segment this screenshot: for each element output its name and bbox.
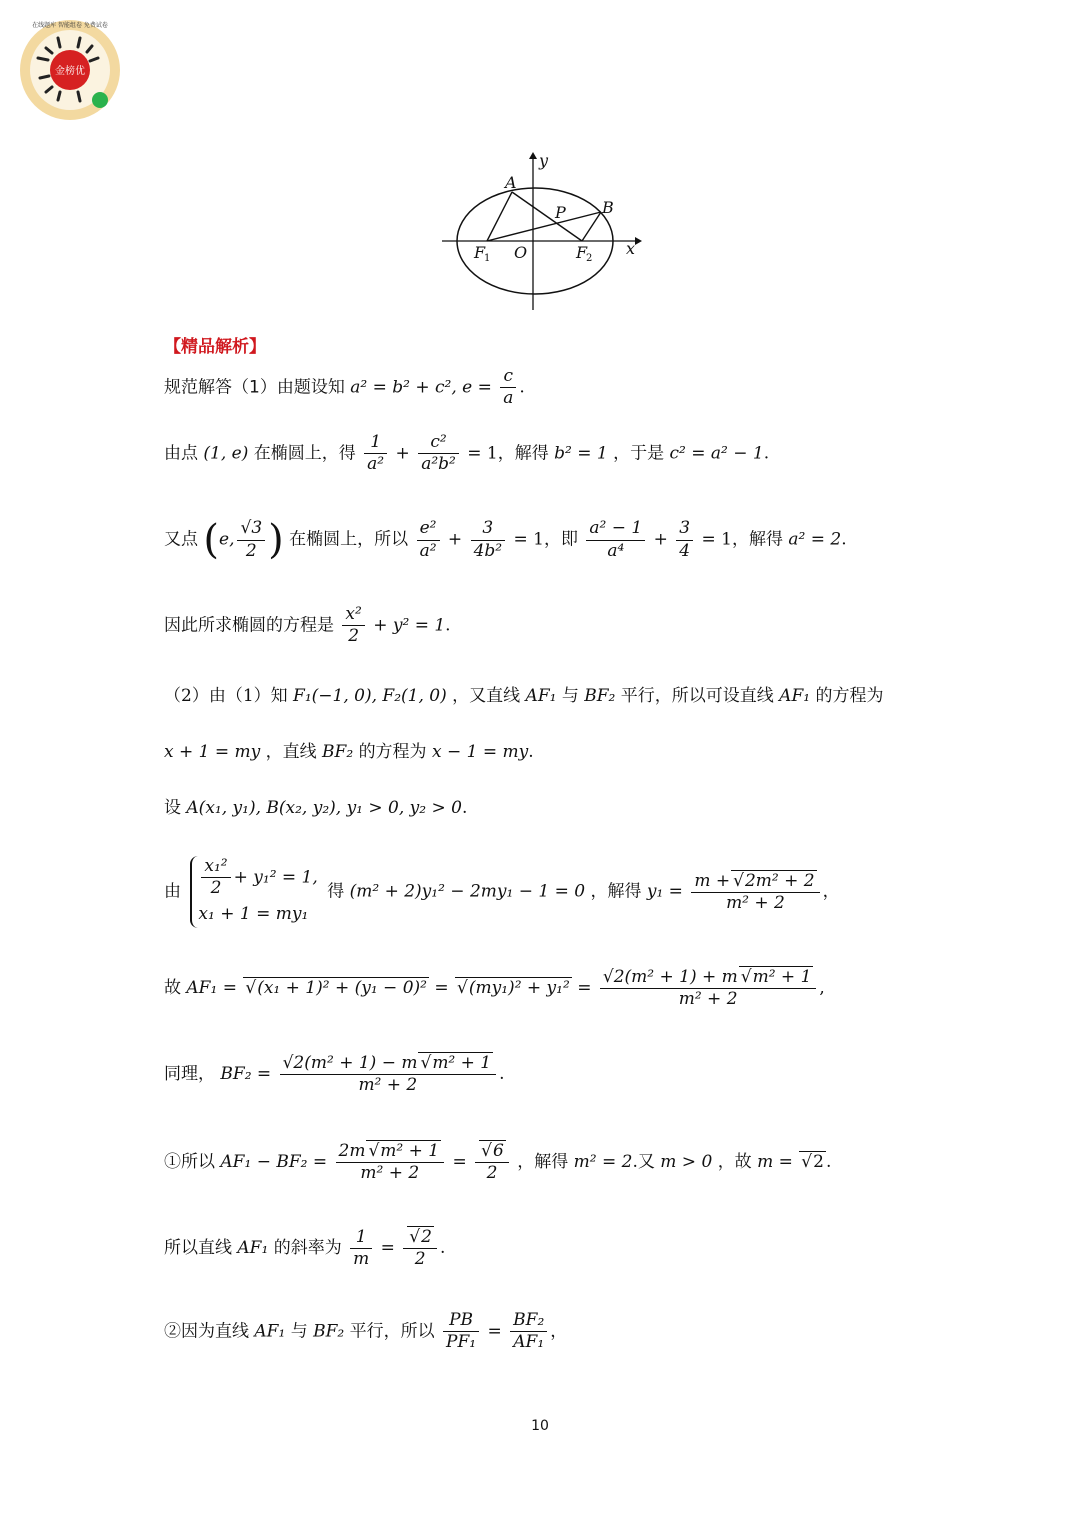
paren-close: ) [268,517,284,563]
numerator-part: 2m [338,1141,366,1161]
equals: = [577,977,592,998]
denominator: m² + 2 [726,893,785,914]
numerator [336,1140,445,1163]
numerator [280,1052,497,1075]
fraction [475,1140,509,1185]
fraction [600,966,817,1011]
denominator: a⁴ [607,540,625,561]
punct: . [528,742,534,762]
text: ①所以 [164,1151,215,1172]
punct: ， [822,881,840,902]
sqrt: √ 2m² + 2 [731,870,816,892]
numerator: 3 [471,518,506,540]
numerator-part: m + [694,870,731,891]
formula: a² = b² + c², e = [350,377,492,398]
text: = 1，解得 [701,529,783,550]
formula: x + 1 = my [164,742,261,762]
numerator-part: √2(m² + 1) + m [602,967,738,987]
logo-ring-text: 在线题库 智能组卷 免费试卷 [32,22,108,29]
numerator-part: √2(m² + 1) − m [282,1053,418,1073]
y-arrow [529,152,537,159]
formula: a² = 2 [788,529,842,550]
equals: = [434,977,449,998]
text: 所以直线 [164,1237,232,1258]
sqrt: √ m² + 1 [739,966,814,988]
punct: ， [550,1321,568,1342]
numerator: 3 [676,518,693,540]
fraction [510,1310,547,1354]
equals: = [487,1321,502,1342]
text: 得 [327,881,345,902]
ellipse-diagram [430,150,650,315]
denominator: m² + 2 [360,1163,420,1184]
text: 与 [290,1321,308,1342]
text: = 1，解得 [467,443,549,464]
label-x: x [626,239,636,258]
text: 因此所求椭圆的方程是 [164,615,334,636]
numerator: c [500,366,516,388]
text: 故 [164,977,181,998]
denominator: a²b² [421,454,456,475]
denominator: m² + 2 [358,1075,418,1096]
fraction [676,518,693,562]
label-A: A [505,173,517,192]
text: ，解得 [590,881,642,902]
fraction [500,366,516,410]
formula: AF₁ [525,686,557,706]
formula: BF₂ [322,742,354,762]
sqrt: √ 2 [407,1226,434,1248]
numerator: x² [342,604,364,626]
fraction [691,870,819,915]
denominator: a² [367,454,385,475]
label-F2: F [576,243,588,262]
text: 的方程为 [815,686,884,706]
formula: m = [757,1151,793,1172]
fraction [336,1140,445,1185]
solution-line-7 [164,798,467,818]
punct: . [439,1237,446,1258]
text: 与 [561,686,579,706]
formula: AF₁ [237,1237,269,1258]
formula: AF₁ [779,686,811,706]
solution-line-5 [164,686,883,706]
text: 同理， [164,1063,215,1084]
segment-b-f1 [487,212,601,241]
solution-line-8 [164,856,840,928]
x-arrow [635,237,642,245]
punct: , [819,977,825,998]
text: 平行，所以 [349,1321,435,1342]
punct: . [461,798,468,818]
text: ，又直线 [452,686,521,706]
denominator: 2 [414,1249,426,1270]
formula: y₁ = [646,881,683,902]
numerator: PB [443,1310,479,1332]
sqrt: √ (x₁ + 1)² + (y₁ − 0)² [243,977,429,998]
formula: A(x₁, y₁), B(x₂, y₂), y₁ > 0, y₂ > 0 [186,798,462,818]
label-F2-sub: 2 [586,253,593,264]
sqrt: √ m² + 1 [366,1140,441,1162]
solution-line-4 [164,604,451,648]
numerator: √3 [237,518,265,540]
text: 在椭圆上，所以 [289,529,409,550]
text: 又点 [164,529,198,550]
label-P: P [555,203,566,222]
text: 由点 [164,443,198,464]
numerator: BF₂ [510,1310,547,1332]
numerator [475,1140,509,1163]
punct: . [841,529,847,550]
label-y: y [539,151,549,170]
text: 由 [164,881,181,902]
point-e: e, [219,529,235,550]
punct: . [825,1151,832,1172]
fraction [237,518,265,562]
numerator: x₁² [201,856,230,878]
punct: . [445,615,451,636]
denominator: 4b² [473,540,503,561]
numerator [600,966,817,989]
text: 的方程为 [358,742,427,762]
analysis-heading: 【精品解析】 [164,337,266,357]
numerator: c² [418,432,459,454]
solution-line-9 [164,966,825,1011]
solution-line-6 [164,742,534,762]
text: .又 [632,1151,655,1172]
plus: + [447,529,463,550]
fraction [201,856,230,900]
sqrt: √ (my₁)² + y₁² [455,977,572,998]
denominator: 4 [679,540,691,561]
page-number: 10 [531,1418,549,1434]
denominator: 2 [245,540,257,561]
segment-a-f2 [512,192,582,241]
formula: F₁(−1, 0), F₂(1, 0) [293,686,447,706]
text: = 1，即 [513,529,578,550]
formula: AF₁ − BF₂ = [220,1151,328,1172]
punct: . [499,1063,505,1084]
text: 平行，所以可设直线 [620,686,774,706]
text: ，解得 [517,1151,569,1172]
fraction [471,518,506,562]
denominator: a² [419,540,437,561]
fraction [364,432,387,476]
text: ，直线 [265,742,317,762]
punct: . [519,377,525,398]
denominator: m² + 2 [678,989,738,1010]
equals: = [452,1151,467,1172]
sqrt: √ m² + 1 [418,1052,493,1074]
text: 在椭圆上，得 [253,443,356,464]
fraction [417,518,440,562]
text: ，于是 [613,443,665,464]
solution-line-12 [164,1226,445,1271]
formula: BF₂ [313,1321,345,1342]
solution-line-1 [164,366,525,410]
label-F1: F [474,243,486,262]
formula: + y² = 1 [373,615,446,636]
numerator [691,870,819,893]
fraction [403,1226,437,1271]
formula: BF₂ [584,686,616,706]
formula: + y₁² = 1, [233,867,318,888]
equals: = [380,1237,395,1258]
plus: + [653,529,668,550]
formula: c² = a² − 1 [669,443,764,464]
formula: b² = 1 [554,443,608,464]
fraction [586,518,645,562]
formula: m > 0 [660,1151,713,1172]
numerator: e² [417,518,440,540]
fraction [342,604,364,648]
label-O: O [514,243,528,262]
text: 的斜率为 [273,1237,342,1258]
plus: + [395,443,410,464]
denominator: m [353,1248,370,1269]
segment-a-f1 [487,192,512,241]
denominator: PF₁ [446,1332,477,1353]
formula: BF₂ = [220,1063,272,1084]
formula: m² = 2 [573,1151,633,1172]
punct: . [763,443,770,464]
solution-line-10 [164,1052,505,1097]
label-F1-sub: 1 [484,253,491,264]
point: (1, e) [203,443,249,464]
numerator: 1 [364,432,387,454]
sqrt: √ 6 [479,1140,506,1162]
numerator: 1 [350,1227,372,1249]
equation-system [190,856,317,928]
denominator: 2 [210,878,222,899]
text: 规范解答（1）由题设知 [164,377,345,398]
fraction [350,1227,372,1271]
fraction [418,432,459,476]
formula: AF₁ [186,977,218,998]
denominator: AF₁ [513,1332,545,1353]
equals: = [222,977,237,998]
fraction [280,1052,497,1097]
denominator: a [503,388,514,409]
fraction [443,1310,479,1354]
numerator [403,1226,437,1249]
formula: (m² + 2)y₁² − 2my₁ − 1 = 0 [349,881,586,902]
logo-center-text: 金榜优 [55,66,85,77]
text: （2）由（1）知 [164,686,288,706]
paren-open: ( [203,517,220,563]
formula: x₁ + 1 = my₁ [198,903,309,924]
sqrt: √ 2 [799,1151,826,1172]
denominator: 2 [348,626,360,647]
jinbangyou-logo [18,18,122,122]
solution-line-13 [164,1310,567,1354]
formula: x − 1 = my [431,742,529,762]
solution-line-2 [164,432,769,476]
solution-line-3 [164,516,847,564]
numerator: a² − 1 [586,518,645,540]
formula: AF₁ [254,1321,286,1342]
solution-line-11 [164,1140,831,1185]
text: ②因为直线 [164,1321,249,1342]
text: 设 [164,798,181,818]
text: ，故 [717,1151,752,1172]
label-B: B [602,198,614,217]
denominator: 2 [486,1163,498,1184]
